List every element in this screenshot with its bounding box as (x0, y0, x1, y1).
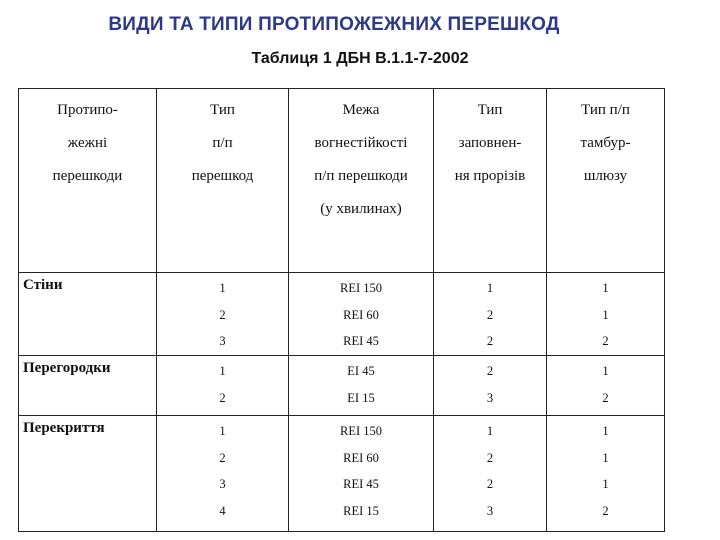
cell-value: 1 (602, 364, 609, 378)
cell-value: 2 (602, 503, 609, 518)
limit-cell (289, 356, 434, 416)
row-name: Перекриття (19, 416, 157, 532)
cell-value: REI 60 (343, 450, 379, 465)
header-line: Межа (342, 102, 380, 118)
header-line: Тип (210, 102, 235, 118)
cell-value: 2 (602, 390, 609, 405)
header-barrier-type (157, 89, 289, 273)
cell-value: 1 (219, 281, 226, 295)
fill-cell (434, 273, 547, 356)
header-opening-fill-type (434, 89, 547, 273)
cell-value: 3 (486, 503, 494, 518)
header-line: тамбур- (580, 135, 631, 151)
cell-value: 1 (219, 364, 226, 378)
cell-value: 1 (486, 281, 494, 295)
cell-value: REI 45 (343, 334, 379, 348)
header-line: перешкоди (52, 168, 123, 184)
header-vestibule-type (547, 89, 665, 273)
fill-cell (434, 356, 547, 416)
cell-value: 2 (602, 334, 609, 348)
cell-value: 1 (602, 477, 609, 491)
header-line: Тип (477, 102, 503, 118)
header-line: Протипо- (57, 102, 118, 118)
title-text: ВИДИ ТА ТИПИ ПРОТИПОЖЕЖНИХ ПЕРЕШКОД (108, 14, 560, 35)
cell-value: 2 (486, 450, 494, 465)
caption-text: Таблиця 1 ДБН В.1.1-7-2002 (251, 50, 469, 67)
vestibule-cell (547, 416, 665, 532)
cell-value: EI 15 (347, 390, 375, 405)
cell-value: 1 (602, 307, 609, 322)
cell-value: 2 (486, 334, 494, 348)
limit-cell (289, 416, 434, 532)
table-row-floors (19, 416, 665, 532)
header-line: п/п (212, 135, 233, 151)
cell-value: REI 60 (343, 307, 379, 322)
cell-value: 1 (602, 450, 609, 465)
type-cell (157, 416, 289, 532)
header-line: ня прорізів (454, 168, 526, 184)
header-line: заповнен- (458, 135, 522, 151)
fill-cell (434, 416, 547, 532)
header-line: жежні (67, 135, 108, 151)
header-line: (у хвилинах) (320, 201, 402, 217)
cell-value: EI 45 (347, 364, 375, 378)
row-name: Перегородки (19, 356, 157, 416)
cell-value: 2 (219, 307, 226, 322)
cell-value: 3 (219, 477, 226, 491)
row-name: Стіни (19, 273, 157, 356)
table-row-partitions (19, 356, 665, 416)
cell-value: 1 (486, 424, 494, 438)
table-caption (0, 50, 720, 68)
page-title (0, 14, 720, 36)
cell-value: 1 (602, 424, 609, 438)
fire-barriers-table (18, 88, 665, 532)
cell-value: 3 (486, 390, 494, 405)
header-line: шлюзу (583, 168, 628, 184)
cell-value: 4 (219, 503, 226, 518)
header-line: вогнестійкості (314, 135, 408, 151)
limit-cell (289, 273, 434, 356)
cell-value: 3 (219, 334, 226, 348)
cell-value: 1 (602, 281, 609, 295)
header-fire-resistance (289, 89, 434, 273)
header-line: п/п перешкоди (314, 168, 408, 184)
header-barriers (19, 89, 157, 273)
table-header-row (19, 89, 665, 273)
type-cell (157, 356, 289, 416)
cell-value: 2 (219, 390, 226, 405)
cell-value: 2 (486, 477, 494, 491)
cell-value: REI 15 (343, 503, 379, 518)
cell-value: REI 150 (339, 424, 382, 438)
vestibule-cell (547, 356, 665, 416)
cell-value: REI 150 (339, 281, 382, 295)
cell-value: 1 (219, 424, 226, 438)
header-line: перешкод (191, 168, 254, 184)
cell-value: 2 (486, 307, 494, 322)
header-line: Тип п/п (581, 102, 630, 118)
cell-value: REI 45 (343, 477, 379, 491)
table-row-walls (19, 273, 665, 356)
type-cell (157, 273, 289, 356)
cell-value: 2 (219, 450, 226, 465)
vestibule-cell (547, 273, 665, 356)
cell-value: 2 (486, 364, 494, 378)
